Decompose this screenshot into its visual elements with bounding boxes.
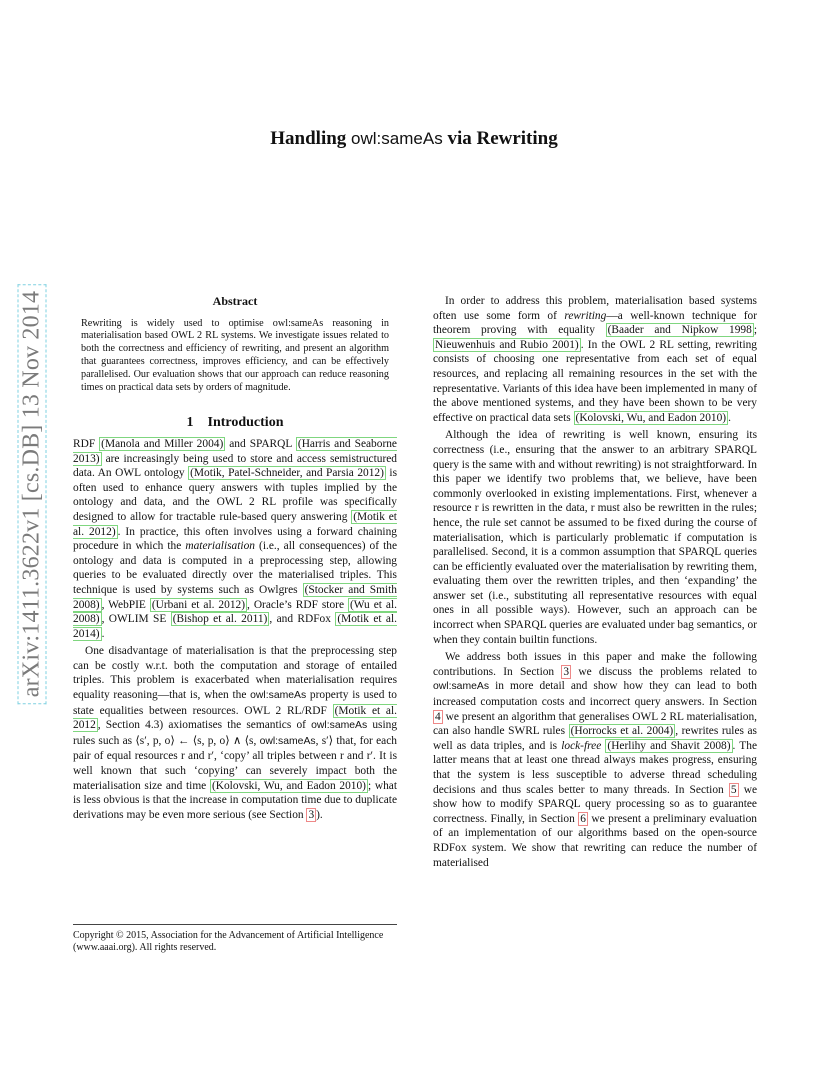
section-title: Introduction [207,415,284,431]
citation-link[interactable]: (Kolovski, Wu, and Eadon 2010) [575,411,727,424]
text: . In the OWL 2 RL setting, rewriting consists of choosing one representative from each set of equal resources, and replacing all remaining resources in the set with the representative. Variants of this idea have been implemented in many of the above mentioned systems, and they have been shown to be very effective on practical data sets [433,338,757,424]
text: property is used to state equalities between resources. OWL 2 RL/RDF [73,689,397,717]
text: In order to address this problem, materialisation based systems often use some form of [433,295,757,322]
text: are increasingly being used to store and access semistructured data. An OWL ontology [73,452,397,480]
citation-link[interactable]: Nieuwenhuis and Rubio 2001) [435,338,579,351]
text: —a well-known technique for theorem proving with equality [433,309,757,337]
text: RDF [73,437,100,450]
code-term: owl:sameAs [259,735,316,747]
citation-link[interactable]: (Bishop et al. 2011) [172,613,268,626]
text: , Section 4.3) axiomatises the semantics of [97,719,312,732]
text: , s′⟩ that, for each pair of equal resources r and r′, ‘copy’ all triples between r and r′. It is well known that such ‘copying’ can severely impact both the materialisation size and time [73,734,397,792]
text: we present an algorithm that generalises OWL 2 RL materialisation, can also handle SWRL rules [433,710,757,738]
copyright-footnote: Copyright © 2015, Association for the Advancement of Artificial Intelligence (www.aaai.org). All rights reserved. [73,924,397,955]
text: , OWLIM SE [101,613,171,626]
citation-link[interactable]: (Motik, Patel-Schneider, and Parsia 2012) [190,467,384,480]
text: is often used to enhance query answers with tuples implied by the ontology and data, and the OWL 2 RL profile was specifically designed to allow for tractable rule-based query answering [73,467,398,523]
arxiv-identifier[interactable]: arXiv:1411.3622v1 [cs.DB] 13 Nov 2014 [18,284,47,704]
text: . [728,411,731,424]
left-column [73,294,397,822]
emphasis: lock-free [561,739,602,752]
code-term: owl:sameAs [311,720,368,732]
emphasis: rewriting [564,309,607,322]
section-ref-link[interactable]: 4 [435,710,441,723]
text: we show how to modify SPARQL query processing so as to guarantee correctness. Finally, in Section [433,783,757,825]
text: in more detail and show how they can lead to both increased computation costs and incorrect query answers. In Section [433,680,757,709]
code-term: owl:sameAs [433,681,490,693]
text: , WebPIE [101,598,150,611]
code-term: owl:sameAs [250,690,307,702]
intro-paragraph-4: Although the idea of rewriting is well known, ensuring its correctness (i.e., ensuring that the answer to an arbitrary SPARQL query is the same with and without rewriting) is not straightforward. In this paper we identify two problems that, we believe, have been commonly overlooked in existing implementations. First, whenever a resource r is rewritten in the data, r must also be rewritten in the rules; hence, the rule set cannot be assumed to be fixed during the course of materialisation, which is particularly problematic if computation is parallelised. Second, it is a common assumption that SPARQL queries can be efficiently evaluated over the materialisation by rewriting them, evaluating them over the rewritten triples, and then ‘expanding’ the answer set (i.e., substituting all representative resources with equal ones in all possible ways). However, such an approach can be incorrect when SPARQL queries are evaluated under bag semantics, or when they contain builtin functions. [433,429,757,646]
text: using rules such as ⟨s′, p, o⟩ ← ⟨s, p, o⟩ ∧ ⟨s, [73,719,398,747]
section-number: 1 [186,415,194,431]
section-heading-introduction [73,416,397,431]
section-ref-link[interactable]: 3 [308,808,315,821]
section-ref-link[interactable]: 3 [563,665,570,678]
text: we present a preliminary evaluation of an implementation of our algorithms based on the open-source RDFox system. We show that rewriting can reduce the number of materialised [433,812,757,869]
citation-link[interactable]: (Baader and Nipkow 1998 [607,324,752,337]
text: we discuss the problems related to [571,665,757,678]
abstract-body: Rewriting is widely used to optimise owl:sameAs reasoning in materialisation based OWL 2 RL systems. We investigate issues related to both the correctness and efficiency of rewriting, and present an algorithm that guarantees correctness, improves efficiency, and can be effectively parallelised. Our evaluation shows that our approach can reduce reasoning times on practical data sets by orders of magnitude. [81,317,389,393]
citation-link[interactable]: (Horrocks et al. 2004) [570,725,674,738]
text: ; [753,324,757,337]
citation-link[interactable]: (Stocker and Smith 2008) [73,583,397,611]
intro-paragraph-1 [73,437,397,641]
paper-title [0,128,828,150]
citation-link[interactable]: (Kolovski, Wu, and Eadon 2010) [211,779,366,792]
text: . In practice, this often involves using a forward chaining procedure in which the [73,525,397,553]
arxiv-sidebar [14,258,50,730]
citation-link[interactable]: (Motik et al. 2012) [73,510,397,538]
text: (i.e., all consequences) of the ontology and data is computed in a preprocessing step, allowing queries to be evaluated directly over the materialised triples. This technique is used by systems such as Owlgres [73,540,397,596]
citation-link[interactable]: (Harris and Seaborne 2013) [73,437,397,465]
abstract-heading: Abstract [212,294,258,308]
text: . The latter means that at least one thread always makes progress, ensuring that the system is less susceptible to adverse thread scheduling decisions and thus scales better to many threads. In Section [433,739,757,796]
text: , Oracle’s RDF store [247,598,348,611]
intro-paragraph-2 [73,644,397,822]
section-ref-link[interactable]: 6 [580,812,586,825]
text: and SPARQL [225,437,296,450]
citation-link[interactable]: (Motik et al. 2014) [73,613,397,640]
section-ref-link[interactable]: 5 [730,783,737,796]
text: , and RDFox [269,613,336,626]
citation-link[interactable]: (Urbani et al. 2012) [151,598,246,611]
text: One disadvantage of materialisation is that the preprocessing step can be costly w.r.t. both the computation and storage of entailed triples. This problem is exacerbated when materialisation requires equality reasoning—that is, when the [73,645,397,702]
text: ; what is less obvious is that the increase in computation time due to duplicate derivations may be even more serious (see Section [73,779,398,821]
right-column [433,294,757,870]
intro-paragraph-3 [433,294,757,425]
citation-link[interactable]: (Wu et al. 2008) [73,598,397,626]
emphasis: materialisation [185,540,255,553]
text: , rewrites rules as well as data triples, and is [433,725,757,752]
citation-link[interactable]: (Manola and Miller 2004) [101,437,224,450]
text: . [101,627,105,640]
text: We address both issues in this paper and make the following contributions. In Section [433,651,757,678]
title-part1: Handling [270,128,347,149]
title-code: owl:sameAs [351,129,443,148]
citation-link[interactable]: (Herlihy and Shavit 2008) [607,739,731,752]
citation-link[interactable]: (Motik et al. 2012 [73,704,397,732]
title-part2: via Rewriting [447,128,558,149]
intro-paragraph-5 [433,650,757,870]
text: ). [316,808,323,821]
